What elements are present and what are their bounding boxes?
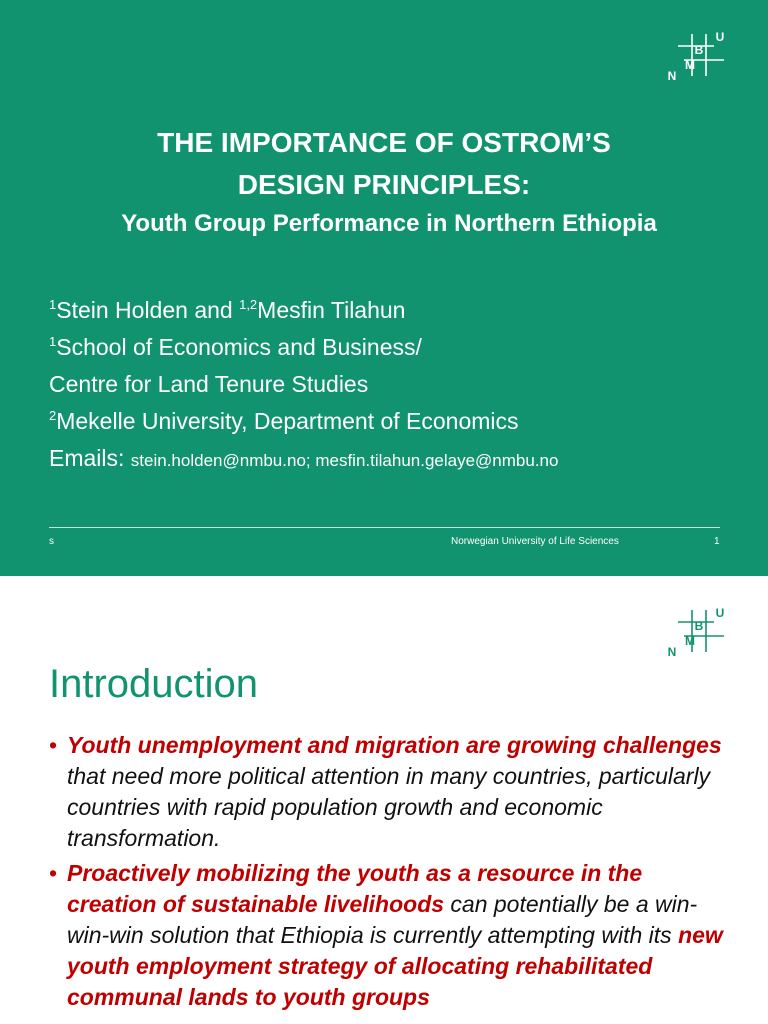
bullet-2-highlight-2: new youth employment strategy of allocating rehabilitated communal lands to youth groups [67, 922, 723, 1010]
emails-value[interactable]: stein.holden@nmbu.no; mesfin.tilahun.gelaye@nmbu.no [130, 451, 559, 470]
introduction-slide [0, 584, 768, 1024]
bullet-1-text: that need more political attention in many countries, particularly countries with rapid population growth and economic transformation. [67, 763, 711, 851]
slide-subtitle: Youth Group Performance in Northern Ethiopia [121, 210, 657, 237]
bullet-1-highlight: Youth unemployment and migration are growing challenges [67, 732, 722, 758]
affiliation-1-text: School of Economics and Business/ [56, 334, 422, 360]
emails-label: Emails: [49, 445, 131, 471]
slide-title-line1: THE IMPORTANCE OF OSTROM’S [157, 127, 611, 158]
affiliation-2-sup: 2 [49, 408, 57, 423]
logo-letter-b: B [694, 619, 704, 633]
emails-line [49, 440, 558, 479]
authors-line [49, 292, 558, 329]
bullet-list [49, 730, 729, 1017]
logo-letter-n: N [667, 69, 677, 83]
logo-letter-u: U [715, 30, 725, 44]
author-name-b: Mesfin Tilahun [257, 297, 406, 323]
logo-letter-m: M [685, 58, 695, 72]
logo-letter-u: U [715, 606, 725, 620]
slide-heading: Introduction [49, 662, 259, 706]
footer-left-text: s [49, 536, 54, 547]
affiliation-1-sup: 1 [49, 334, 57, 349]
affiliation-2 [49, 403, 558, 440]
footer-divider [49, 527, 720, 528]
bullet-2-highlight-1: Proactively mobilizing the youth as a resource in the creation of sustainable livelihoods [67, 860, 643, 917]
affiliation-2-text: Mekelle University, Department of Economics [56, 408, 519, 434]
logo-letter-m: M [685, 634, 695, 648]
nmbu-logo [666, 30, 730, 86]
bullet-marker: • [49, 860, 58, 886]
bullet-marker: • [49, 732, 58, 758]
bullet-item-2 [49, 858, 729, 1013]
nmbu-logo [666, 606, 730, 662]
footer-university-name: Norwegian University of Life Sciences [451, 536, 619, 547]
affiliation-1-continued: Centre for Land Tenure Studies [49, 371, 369, 397]
slide-number: 1 [714, 536, 720, 547]
author-sup-a: 1 [49, 297, 57, 312]
slide-title-line2: DESIGN PRINCIPLES: [237, 169, 531, 200]
bullet-2-text: can potentially be a win-win-win solution that Ethiopia is currently attempting with its [67, 891, 698, 948]
logo-letter-n: N [667, 645, 677, 659]
author-block [49, 292, 558, 479]
bullet-item-1 [49, 730, 729, 854]
author-name-a: Stein Holden and [56, 297, 240, 323]
logo-letter-b: B [694, 43, 704, 57]
author-sup-b: 1,2 [239, 297, 258, 312]
affiliation-1 [49, 329, 558, 366]
